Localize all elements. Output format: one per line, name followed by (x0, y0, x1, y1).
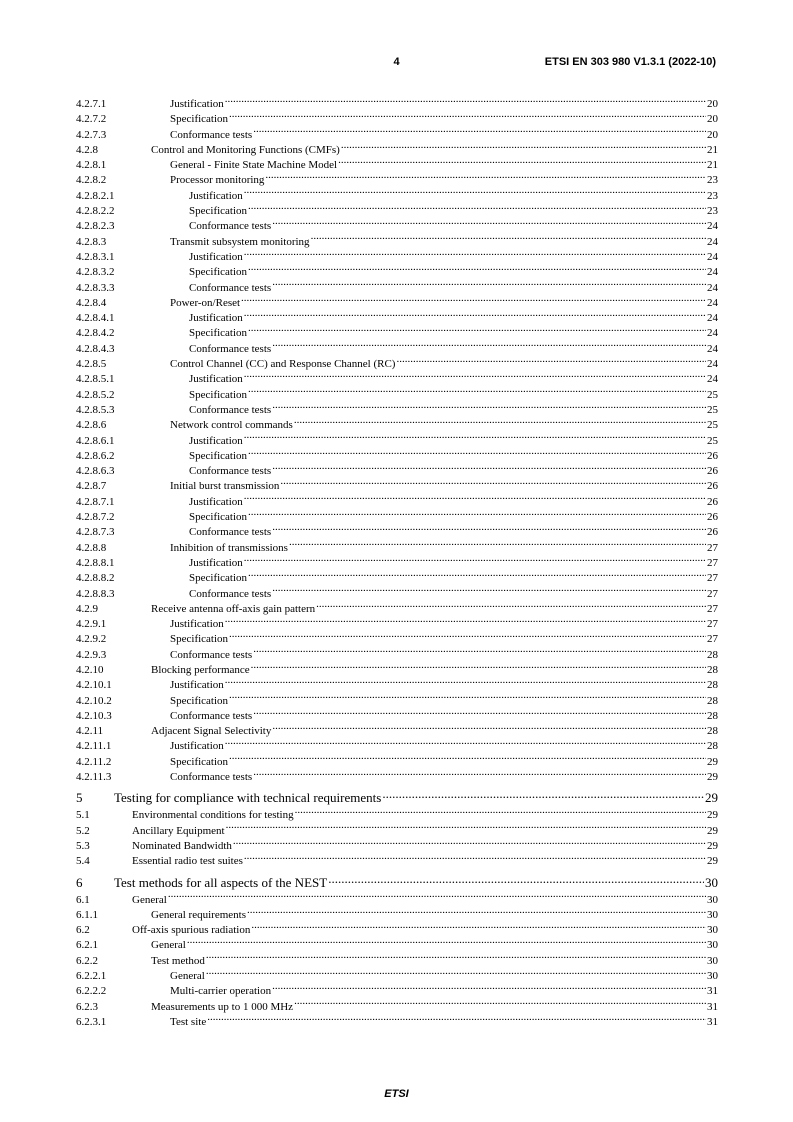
toc-entry-title: Specification (189, 205, 248, 218)
toc-entry[interactable]: 4.2.8.2.2 Specification ..... 23 (76, 202, 718, 217)
toc-entry-page: 30 (707, 939, 718, 952)
toc-entry-page: 26 (707, 449, 718, 462)
dot-leader (187, 936, 706, 948)
dot-leader (396, 355, 706, 367)
toc-entry-title: Environmental conditions for testing (132, 809, 294, 822)
toc-entry[interactable]: 6.1 General ..... 30 (76, 891, 718, 906)
dot-leader (295, 806, 706, 818)
toc-entry-title: Specification (170, 113, 229, 126)
toc-entry-title: Justification (170, 98, 224, 110)
toc-entry-title: Specification (170, 633, 229, 646)
dot-leader (206, 967, 706, 979)
dot-leader (244, 554, 706, 566)
toc-entry[interactable]: 4.2.8.4.3 Conformance tests ..... 24 (76, 340, 718, 355)
dot-leader (248, 569, 706, 581)
toc-entry-page: 25 (707, 419, 718, 432)
dot-leader (244, 493, 706, 505)
toc-entry-title: Specification (189, 266, 248, 279)
dot-leader (382, 790, 704, 802)
toc-entry-title: Conformance tests (189, 403, 272, 416)
dot-leader (272, 217, 706, 229)
dot-leader (225, 615, 706, 627)
toc-entry-page: 27 (707, 556, 718, 569)
toc-entry-page: 24 (707, 281, 718, 294)
toc-entry-page: 24 (707, 250, 718, 263)
toc-entry-title: Conformance tests (170, 128, 253, 141)
toc-entry-page: 29 (707, 824, 718, 837)
toc-entry-page: 29 (707, 839, 718, 852)
toc-entry[interactable]: 4.2.10.2 Specification ..... 28 (76, 692, 718, 707)
toc-entry-title: Initial burst transmission (170, 480, 280, 493)
footer-etsi-label: ETSI (384, 1088, 409, 1100)
dot-leader (229, 753, 706, 765)
toc-entry-title: Specification (189, 388, 248, 401)
page-header (0, 56, 793, 72)
toc-entry-page: 27 (707, 587, 718, 600)
dot-leader (311, 233, 706, 245)
toc-entry-page: 31 (707, 1015, 718, 1028)
toc-entry-title: Justification (170, 618, 224, 631)
toc-entry-title: Specification (189, 327, 248, 340)
toc-entry-title: Network control commands (170, 419, 293, 432)
dot-leader (338, 156, 706, 168)
toc-entry-title: Conformance tests (189, 526, 272, 539)
toc-entry-title: Justification (189, 312, 243, 325)
dot-leader (244, 309, 706, 321)
toc-entry-page: 29 (707, 809, 718, 822)
toc-entry-page: 28 (707, 663, 718, 676)
toc-entry[interactable]: 4.2.8.3.3 Conformance tests ..... 24 (76, 279, 718, 294)
toc-entry-title: Test methods for all aspects of the NEST (114, 874, 328, 890)
dot-leader (206, 952, 706, 964)
toc-entry-title: Specification (189, 572, 248, 585)
dot-leader (265, 171, 706, 183)
toc-entry[interactable]: 4.2.11.1 Justification ..... 28 (76, 737, 718, 752)
toc-entry[interactable]: 4.2.8.7.3 Conformance tests ..... 26 (76, 523, 718, 538)
toc-entry[interactable]: 4.2.11 Adjacent Signal Selectivity ..... 28 (76, 722, 718, 737)
toc-entry-title: Testing for compliance with technical requirements (114, 790, 382, 806)
toc-entry[interactable]: 4.2.8.4 Power-on/Reset ..... 24 (76, 294, 718, 309)
dot-leader (168, 891, 706, 903)
dot-leader (226, 822, 706, 834)
toc-entry-title: Conformance tests (170, 771, 253, 784)
toc-entry-title: Inhibition of transmissions (170, 541, 288, 554)
toc-entry-page: 30 (707, 908, 718, 921)
toc-entry-page: 28 (707, 694, 718, 707)
dot-leader (253, 126, 706, 138)
toc-entry-page: 24 (707, 220, 718, 233)
toc-entry-page: 26 (707, 526, 718, 539)
table-of-contents (76, 95, 718, 1028)
toc-entry-title: Ancillary Equipment (132, 824, 225, 837)
toc-entry-title: Conformance tests (189, 465, 272, 478)
toc-entry-page: 26 (707, 465, 718, 478)
toc-entry[interactable]: 4.2.9.1 Justification ..... 27 (76, 615, 718, 630)
dot-leader (280, 477, 706, 489)
toc-entry-page: 20 (707, 98, 718, 110)
toc-entry[interactable]: 4.2.8.6.1 Justification ..... 25 (76, 432, 718, 447)
dot-leader (244, 248, 706, 260)
toc-entry[interactable]: 6.2.3.1 Test site ..... 31 (76, 1013, 718, 1028)
toc-entry-title: Justification (189, 495, 243, 508)
toc-entry-page: 26 (707, 480, 718, 493)
toc-entry-page: 24 (707, 312, 718, 325)
toc-entry[interactable]: 4.2.8.8.2 Specification ..... 27 (76, 569, 718, 584)
toc-entry[interactable]: 6.2.2.1 General ..... 30 (76, 967, 718, 982)
dot-leader (272, 523, 706, 535)
toc-entry[interactable]: 5.2 Ancillary Equipment ..... 29 (76, 822, 718, 837)
toc-entry-title: Transmit subsystem monitoring (170, 235, 310, 248)
dot-leader (225, 737, 706, 749)
toc-entry[interactable]: 4.2.8.8.3 Conformance tests ..... 27 (76, 585, 718, 600)
toc-entry[interactable]: 4.2.8.7.1 Justification ..... 26 (76, 493, 718, 508)
toc-entry-title: General (151, 939, 186, 952)
toc-entry[interactable]: 4.2.11.2 Specification ..... 29 (76, 753, 718, 768)
toc-entry-title: General (132, 893, 167, 906)
toc-entry-page: 26 (707, 495, 718, 508)
toc-entry[interactable]: 4.2.7.1 Justification ..... 20 (76, 95, 718, 110)
toc-entry[interactable]: 5.3 Nominated Bandwidth ..... 29 (76, 837, 718, 852)
toc-entry-page: 30 (707, 893, 718, 906)
dot-leader (229, 692, 706, 704)
toc-entry-page: 21 (707, 159, 718, 172)
toc-entry-title: Off-axis spurious radiation (132, 924, 251, 937)
toc-entry-page: 27 (707, 602, 718, 615)
toc-entry[interactable]: 4.2.8.6.2 Specification ..... 26 (76, 447, 718, 462)
toc-entry-title: Specification (170, 755, 229, 768)
toc-entry-title: Control and Monitoring Functions (CMFs) (151, 143, 340, 156)
dot-leader (272, 279, 706, 291)
dot-leader (248, 508, 706, 520)
toc-entry[interactable]: 6.2.3 Measurements up to 1 000 MHz ..... 31 (76, 998, 718, 1013)
dot-leader (244, 370, 706, 382)
toc-entry[interactable]: 4.2.8.1 General - Finite State Machine Model ..... 21 (76, 156, 718, 171)
toc-entry-page: 30 (707, 970, 718, 983)
toc-entry-title: Adjacent Signal Selectivity (151, 725, 272, 738)
toc-entry-page: 30 (707, 954, 718, 967)
dot-leader (328, 875, 704, 887)
toc-entry[interactable]: 4.2.10.1 Justification ..... 28 (76, 676, 718, 691)
toc-entry[interactable]: 6 Test methods for all aspects of the NEST ..... 30 (76, 874, 718, 891)
toc-entry-title: Specification (189, 511, 248, 524)
toc-entry-title: Receive antenna off-axis gain pattern (151, 602, 316, 615)
toc-entry[interactable]: 4.2.9.2 Specification ..... 27 (76, 630, 718, 645)
toc-entry-page: 23 (707, 174, 718, 187)
toc-entry-title: Justification (170, 679, 224, 692)
toc-entry-page: 28 (707, 740, 718, 753)
dot-leader (251, 661, 706, 673)
toc-entry-page: 29 (707, 755, 718, 768)
dot-leader (225, 95, 706, 107)
toc-entry[interactable]: 4.2.8.6 Network control commands ..... 25 (76, 416, 718, 431)
dot-leader (207, 1013, 706, 1025)
toc-entry-title: General (170, 970, 205, 983)
toc-entry-page: 28 (707, 679, 718, 692)
toc-entry[interactable]: 4.2.7.2 Specification ..... 20 (76, 110, 718, 125)
toc-entry-page: 21 (707, 143, 718, 156)
toc-entry-page: 27 (707, 618, 718, 631)
toc-entry[interactable]: 6.2.1 General ..... 30 (76, 936, 718, 951)
toc-entry[interactable]: 4.2.8.2.3 Conformance tests ..... 24 (76, 217, 718, 232)
dot-leader (244, 432, 706, 444)
dot-leader (253, 646, 706, 658)
toc-entry[interactable]: 4.2.9.3 Conformance tests ..... 28 (76, 646, 718, 661)
dot-leader (247, 906, 706, 918)
dot-leader (244, 187, 706, 199)
toc-entry-title: Conformance tests (189, 342, 272, 355)
dot-leader (241, 294, 706, 306)
dot-leader (253, 768, 706, 780)
toc-entry-title: Justification (189, 250, 243, 263)
dot-leader (229, 110, 706, 122)
toc-entry-page: 25 (707, 388, 718, 401)
dot-leader (289, 539, 706, 551)
toc-entry[interactable]: 4.2.8.3 Transmit subsystem monitoring ..... 24 (76, 233, 718, 248)
toc-entry-title: Multi-carrier operation (170, 985, 272, 998)
dot-leader (272, 401, 706, 413)
toc-entry-title: Specification (170, 694, 229, 707)
dot-leader (229, 630, 706, 642)
dot-leader (316, 600, 706, 612)
toc-entry[interactable]: 4.2.8.6.3 Conformance tests ..... 26 (76, 462, 718, 477)
toc-entry-title: Conformance tests (170, 709, 253, 722)
toc-entry-title: Conformance tests (170, 648, 253, 661)
page-number: 4 (393, 56, 400, 68)
toc-entry[interactable]: 4.2.8.4.1 Justification ..... 24 (76, 309, 718, 324)
toc-entry[interactable]: 6.2.2.2 Multi-carrier operation ..... 31 (76, 982, 718, 997)
dot-leader (244, 852, 706, 864)
dot-leader (225, 676, 706, 688)
dot-leader (248, 202, 706, 214)
toc-entry[interactable]: 4.2.11.3 Conformance tests ..... 29 (76, 768, 718, 783)
toc-entry[interactable]: 4.2.8.8.1 Justification ..... 27 (76, 554, 718, 569)
dot-leader (341, 141, 706, 153)
toc-entry[interactable]: 5 Testing for compliance with technical requirements ..... 29 (76, 789, 718, 806)
toc-entry[interactable]: 4.2.8.7 Initial burst transmission ..... 26 (76, 477, 718, 492)
toc-entry-title: Processor monitoring (170, 174, 265, 187)
toc-entry[interactable]: 4.2.7.3 Conformance tests ..... 20 (76, 126, 718, 141)
toc-entry[interactable]: 4.2.8.2.1 Justification ..... 23 (76, 187, 718, 202)
toc-entry[interactable]: 4.2.8.2 Processor monitoring ..... 23 (76, 171, 718, 186)
dot-leader (248, 324, 706, 336)
toc-entry[interactable]: 4.2.8.5 Control Channel (CC) and Response Channel (RC) ..... 24 (76, 355, 718, 370)
toc-entry-title: Power-on/Reset (170, 296, 241, 309)
toc-entry-page: 28 (707, 648, 718, 661)
toc-entry[interactable]: 4.2.8.5.2 Specification ..... 25 (76, 386, 718, 401)
toc-entry-page: 28 (707, 725, 718, 738)
toc-entry-title: Measurements up to 1 000 MHz (151, 1000, 294, 1013)
toc-entry-page: 27 (707, 633, 718, 646)
toc-entry-title: Justification (189, 373, 243, 386)
toc-entry[interactable]: 4.2.8.3.2 Specification ..... 24 (76, 263, 718, 278)
toc-entry-page: 30 (707, 924, 718, 937)
dot-leader (272, 340, 706, 352)
toc-entry-title: Conformance tests (189, 220, 272, 233)
toc-entry-title: Justification (189, 434, 243, 447)
toc-entry-page: 29 (707, 855, 718, 868)
toc-entry-page: 28 (707, 709, 718, 722)
toc-entry-page: 27 (707, 572, 718, 585)
toc-entry-page: 23 (707, 189, 718, 202)
toc-entry-page: 24 (707, 342, 718, 355)
toc-entry-page: 27 (707, 541, 718, 554)
toc-entry-title: Justification (189, 556, 243, 569)
dot-leader (272, 982, 706, 994)
dot-leader (272, 462, 706, 474)
toc-entry[interactable]: 4.2.8.3.1 Justification ..... 24 (76, 248, 718, 263)
dot-leader (272, 722, 706, 734)
toc-entry-page: 29 (707, 771, 718, 784)
toc-entry-page: 20 (707, 113, 718, 126)
toc-entry-page: 20 (707, 128, 718, 141)
dot-leader (251, 921, 706, 933)
toc-entry-title: Test method (151, 954, 205, 967)
toc-entry[interactable]: 5.1 Environmental conditions for testing ..... 29 (76, 806, 718, 821)
toc-entry-title: General requirements (151, 908, 246, 921)
toc-entry-page: 24 (707, 373, 718, 386)
toc-entry-page: 24 (707, 235, 718, 248)
toc-entry-title: Conformance tests (189, 587, 272, 600)
toc-entry-page: 31 (707, 1000, 718, 1013)
toc-entry-title: Test site (170, 1015, 207, 1028)
dot-leader (253, 707, 706, 719)
toc-entry-page: 23 (707, 205, 718, 218)
toc-entry-page: 30 (705, 874, 718, 890)
toc-entry-page: 29 (705, 790, 718, 806)
dot-leader (294, 416, 706, 428)
toc-entry[interactable]: 6.1.1 General requirements ..... 30 (76, 906, 718, 921)
toc-entry-page: 31 (707, 985, 718, 998)
toc-entry-title: Blocking performance (151, 663, 250, 676)
dot-leader (248, 263, 706, 275)
dot-leader (272, 585, 706, 597)
toc-entry-title: Specification (189, 449, 248, 462)
toc-entry-title: General - Finite State Machine Model (170, 159, 338, 172)
toc-entry-title: Control Channel (CC) and Response Channel (RC) (170, 358, 396, 371)
dot-leader (233, 837, 706, 849)
toc-entry-page: 25 (707, 403, 718, 416)
toc-entry[interactable]: 4.2.8.5.3 Conformance tests ..... 25 (76, 401, 718, 416)
toc-entry[interactable]: 4.2.9 Receive antenna off-axis gain pattern ..... 27 (76, 600, 718, 615)
toc-entry-title: Essential radio test suites (132, 855, 243, 868)
toc-entry-page: 24 (707, 358, 718, 371)
toc-entry-page: 25 (707, 434, 718, 447)
toc-entry-title: Justification (170, 740, 224, 753)
toc-entry[interactable]: 4.2.10.3 Conformance tests ..... 28 (76, 707, 718, 722)
toc-entry-page: 26 (707, 511, 718, 524)
toc-entry-page: 24 (707, 266, 718, 279)
toc-entry[interactable]: 4.2.8 Control and Monitoring Functions (CMFs) ..... 21 (76, 141, 718, 156)
toc-entry[interactable]: 5.4 Essential radio test suites ..... 29 (76, 852, 718, 867)
toc-entry[interactable]: 6.2.2 Test method ..... 30 (76, 952, 718, 967)
toc-entry[interactable]: 4.2.8.4.2 Specification ..... 24 (76, 324, 718, 339)
toc-entry[interactable]: 6.2 Off-axis spurious radiation ..... 30 (76, 921, 718, 936)
dot-leader (248, 386, 706, 398)
toc-entry-title: Justification (189, 189, 243, 202)
dot-leader (294, 998, 706, 1010)
toc-entry-page: 24 (707, 327, 718, 340)
dot-leader (248, 447, 706, 459)
toc-entry[interactable]: 4.2.8.5.1 Justification ..... 24 (76, 370, 718, 385)
toc-entry[interactable]: 4.2.8.8 Inhibition of transmissions ..... 27 (76, 539, 718, 554)
toc-entry-title: Nominated Bandwidth (132, 839, 232, 852)
toc-entry[interactable]: 4.2.10 Blocking performance ..... 28 (76, 661, 718, 676)
toc-entry[interactable]: 4.2.8.7.2 Specification ..... 26 (76, 508, 718, 523)
document-id: ETSI EN 303 980 V1.3.1 (2022-10) (544, 56, 716, 68)
toc-entry-page: 24 (707, 296, 718, 309)
toc-entry-title: Conformance tests (189, 281, 272, 294)
